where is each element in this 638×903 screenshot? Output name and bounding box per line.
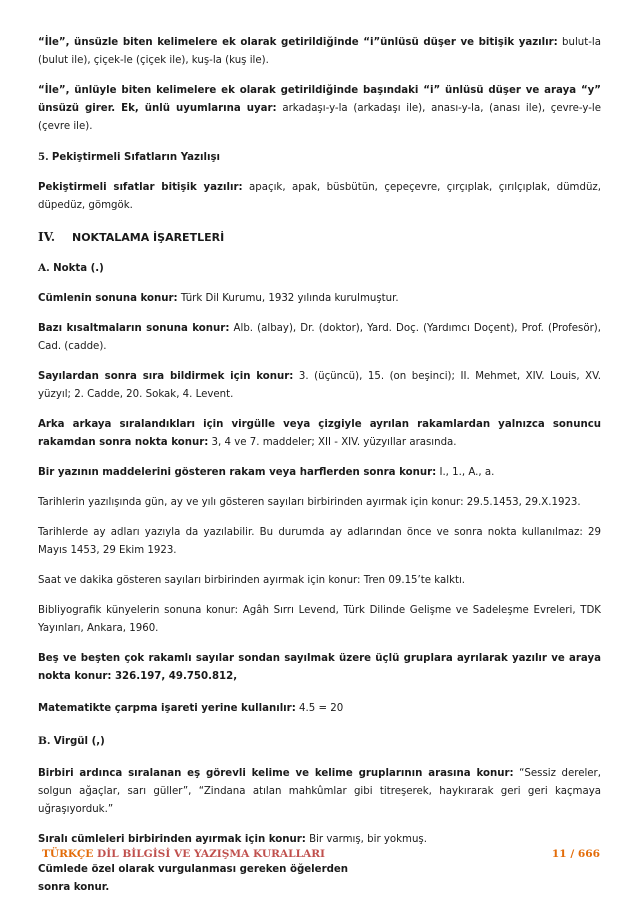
footer-brand: TÜRKÇE	[42, 848, 94, 860]
subheading-title: Nokta (.)	[53, 263, 104, 274]
paragraph-pekistirmeli	[38, 179, 601, 215]
paragraph-saat	[38, 572, 601, 590]
paragraph-bold: Bazı kısaltmaların sonuna konur:	[38, 323, 230, 334]
paragraph-text: Tarihlerde ay adları yazıyla da yazılabilir. Bu durumda ay adlarından önce ve sonra nokta kullanılmaz: 29 Mayıs 1453, 29 Ekim 1923.	[38, 527, 601, 556]
paragraph-cumle-sonu	[38, 290, 601, 308]
chapter-number: IV.	[38, 230, 56, 244]
paragraph-text: Türk Dil Kurumu, 1932 yılında kurulmuştur.	[177, 293, 399, 304]
paragraph-bold: Sayılardan sonra sıra bildirmek için konur:	[38, 371, 294, 382]
paragraph-sayilar	[38, 650, 601, 686]
paragraph-bold: Beş ve beşten çok rakamlı sayılar sondan sayılmak üzere üçlü gruplara ayrılarak yazılır ve araya nokta konur: 326.197, 49.750.812,	[38, 653, 601, 682]
paragraph-text: Tarihlerin yazılışında gün, ay ve yılı gösteren sayıları birbirinden ayırmak için konur: 29.5.1453, 29.X.1923.	[38, 497, 581, 508]
paragraph-bold: Birbiri ardınca sıralanan eş görevli kelime ve kelime gruplarının arasına konur:	[38, 768, 514, 779]
subheading-letter: A.	[38, 262, 50, 274]
paragraph-bold: Pekiştirmeli sıfatlar bitişik yazılır:	[38, 182, 243, 193]
paragraph-bold: Bir yazının maddelerini gösteren rakam veya harflerden sonra konur:	[38, 467, 437, 478]
paragraph-text: 3, 4 ve 7. maddeler; XII - XIV. yüzyıllar arasında.	[208, 437, 457, 448]
paragraph-text: apaçık, apak, büsbütün, çepeçevre, çırçıplak, çırılçıplak, dümdüz, düpedüz, gömgök.	[38, 182, 601, 211]
section-number: 5.	[38, 151, 49, 163]
footer-title-text: DİL BİLGİSİ VE YAZIŞMA KURALLARI	[93, 848, 326, 860]
subheading-letter: B.	[38, 735, 51, 747]
paragraph-text: Bibliyografik künyelerin sonuna konur: Agâh Sırrı Levend, Türk Dilinde Gelişme ve Sadeleşme Evreleri, TDK Yayınları, Ankara, 1960.	[38, 605, 601, 634]
paragraph-virgul-es-gorevli	[38, 765, 601, 819]
page-number: 11 / 666	[551, 848, 600, 860]
section-heading-5	[38, 148, 601, 167]
paragraph-sira	[38, 368, 601, 404]
footer-title	[42, 848, 325, 860]
page-content	[38, 34, 601, 897]
paragraph-text: arkadaşı-y-la (arkadaşı ile), anası-y-la, (anası ile), çevre-y-le (çevre ile).	[38, 103, 602, 132]
paragraph-bold: “İle”, ünlüyle biten kelimelere ek olarak getirildiğinde başındaki “i” ünlüsü düşer ve araya “y” ünsüzü girer. Ek, ünlü uyumlarına uyar:	[38, 85, 601, 114]
paragraph-ile-consonant	[38, 34, 601, 70]
paragraph-text: Saat ve dakika gösteren sayıları birbirinden ayırmak için konur: Tren 09.15’te kalktı.	[38, 575, 466, 586]
paragraph-bibliyografya	[38, 602, 601, 638]
paragraph-bold: Cümlede özel olarak vurgulanması gereken öğelerden sonra konur.	[38, 864, 349, 893]
paragraph-text: “Sessiz dereler, solgun ağaçlar, sarı güller”, “Zindana atılan mahkûmlar gibi titreşerek, haykırarak geri geri kaçmaya uğraşıyorduk.”	[38, 768, 601, 815]
paragraph-maddeler	[38, 464, 601, 482]
subheading-a	[38, 259, 601, 278]
paragraph-text: Bir varmış, bir yokmuş.	[305, 834, 427, 845]
paragraph-bold: “İle”, ünsüzle biten kelimelere ek olarak getirildiğinde “i”ünlüsü düşer ve bitişik yazılır:	[38, 37, 558, 48]
subheading-b	[38, 732, 601, 751]
paragraph-text: I., 1., A., a.	[436, 467, 495, 478]
paragraph-tarihler	[38, 494, 601, 512]
paragraph-text: Alb. (albay), Dr. (doktor), Yard. Doç. (Yardımcı Doçent), Prof. (Profesör), Cad. (cadde).	[38, 323, 601, 352]
paragraph-text: 4.5 = 20	[295, 703, 344, 714]
paragraph-arka-arkaya	[38, 416, 601, 452]
paragraph-text: 3. (üçüncü), 15. (on beşinci); II. Mehmet, XIV. Louis, XV. yüzyıl; 2. Cadde, 20. Sokak, 4. Levent.	[38, 371, 601, 400]
section-title: Pekiştirmeli Sıfatların Yazılışı	[51, 152, 221, 163]
paragraph-carpma	[38, 700, 601, 718]
subheading-title: Virgül (,)	[53, 736, 105, 747]
paragraph-bold: Sıralı cümleleri birbirinden ayırmak için konur:	[38, 834, 306, 845]
paragraph-bold: Cümlenin sonuna konur:	[38, 293, 178, 304]
paragraph-kisaltma	[38, 320, 601, 356]
paragraph-text: bulut-la (bulut ile), çiçek-le (çiçek ile), kuş-la (kuş ile).	[38, 37, 601, 66]
page-footer	[42, 848, 600, 868]
paragraph-bold: Arka arkaya sıralandıkları için virgülle veya çizgiyle ayrılan rakamlardan yalnızca sonuncu rakamdan sonra nokta konur:	[38, 419, 601, 448]
chapter-heading-iv	[38, 227, 601, 249]
paragraph-bold: Matematikte çarpma işareti yerine kullanılır:	[38, 703, 296, 714]
paragraph-ile-vowel	[38, 82, 601, 136]
paragraph-ay-adlari	[38, 524, 601, 560]
chapter-title: NOKTALAMA İŞARETLERİ	[72, 231, 225, 244]
paragraph-sirali-cumleler	[38, 831, 601, 849]
